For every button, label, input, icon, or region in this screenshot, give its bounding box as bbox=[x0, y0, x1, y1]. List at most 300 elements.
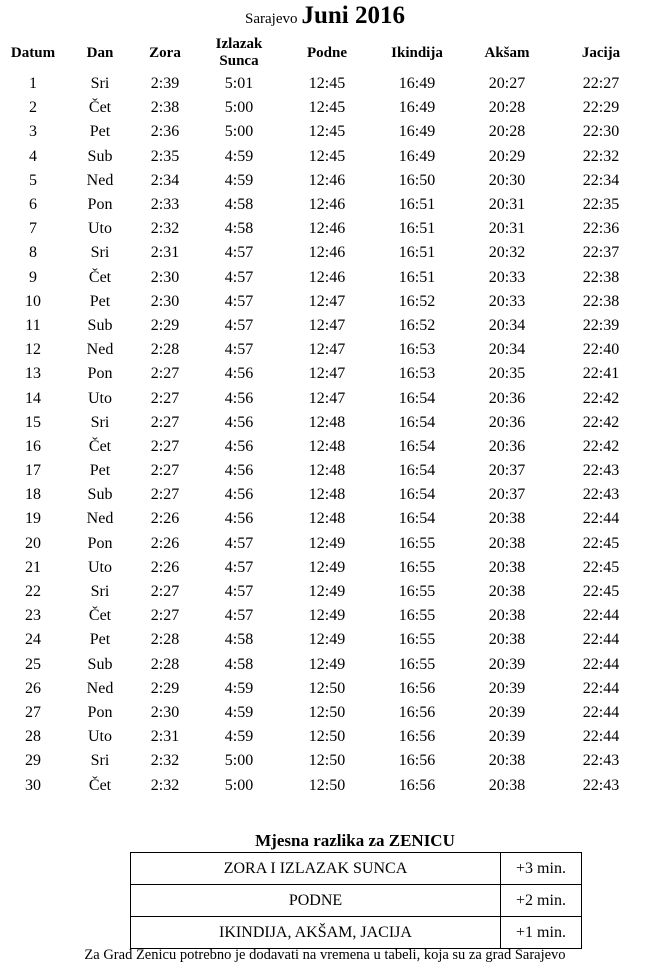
cell-aksam: 20:39 bbox=[488, 655, 526, 673]
cell-ikindija: 16:56 bbox=[398, 728, 436, 746]
cell-izlazak: 4:57 bbox=[224, 558, 254, 576]
cell-aksam: 20:39 bbox=[488, 679, 526, 697]
difference-title: Mjesna razlika za ZENICU bbox=[255, 831, 455, 850]
column-header-aksam bbox=[462, 34, 552, 72]
cell-jacija: 22:41 bbox=[582, 365, 620, 383]
cell-izlazak: 4:57 bbox=[224, 244, 254, 262]
table-row bbox=[0, 145, 650, 169]
table-row bbox=[0, 193, 650, 217]
cell-ikindija: 16:55 bbox=[398, 583, 436, 601]
prayer-times-table bbox=[0, 34, 650, 798]
cell-aksam: 20:27 bbox=[488, 75, 526, 93]
cell-zora: 2:38 bbox=[150, 99, 180, 117]
cell-aksam: 20:38 bbox=[488, 583, 526, 601]
cell-aksam: 20:35 bbox=[488, 365, 526, 383]
column-header-label: Ikindija bbox=[391, 44, 443, 61]
cell-ikindija: 16:54 bbox=[398, 486, 436, 504]
cell-zora: 2:29 bbox=[150, 316, 180, 334]
table-row bbox=[0, 241, 650, 265]
cell-dan: Pon bbox=[87, 534, 113, 552]
cell-dan: Čet bbox=[88, 776, 112, 794]
column-header-ikindija bbox=[372, 34, 462, 72]
cell-dan: Ned bbox=[86, 510, 114, 528]
cell-jacija: 22:44 bbox=[582, 703, 620, 721]
cell-ikindija: 16:54 bbox=[398, 510, 436, 528]
difference-label: IKINDIJA, AKŠAM, JACIJA bbox=[131, 917, 501, 949]
difference-label: PODNE bbox=[131, 885, 501, 917]
cell-izlazak: 4:58 bbox=[224, 631, 254, 649]
cell-jacija: 22:44 bbox=[582, 728, 620, 746]
table-row bbox=[0, 628, 650, 652]
cell-podne: 12:49 bbox=[308, 558, 346, 576]
cell-jacija: 22:44 bbox=[582, 510, 620, 528]
cell-podne: 12:50 bbox=[308, 752, 346, 770]
difference-value: +1 min. bbox=[501, 917, 582, 949]
cell-jacija: 22:35 bbox=[582, 196, 620, 214]
cell-dan: Uto bbox=[88, 220, 112, 238]
difference-value: +2 min. bbox=[501, 885, 582, 917]
table-row bbox=[0, 169, 650, 193]
cell-podne: 12:45 bbox=[308, 99, 346, 117]
cell-dan: Pet bbox=[89, 631, 111, 649]
cell-aksam: 20:38 bbox=[488, 631, 526, 649]
cell-jacija: 22:36 bbox=[582, 220, 620, 238]
column-header-podne bbox=[282, 34, 372, 72]
cell-izlazak: 5:00 bbox=[224, 776, 254, 794]
column-header-datum bbox=[0, 34, 66, 72]
cell-aksam: 20:38 bbox=[488, 776, 526, 794]
cell-ikindija: 16:51 bbox=[398, 196, 436, 214]
cell-zora: 2:28 bbox=[150, 341, 180, 359]
cell-datum: 21 bbox=[25, 558, 41, 576]
cell-podne: 12:47 bbox=[308, 389, 346, 407]
cell-ikindija: 16:49 bbox=[398, 147, 436, 165]
cell-jacija: 22:34 bbox=[582, 171, 620, 189]
cell-ikindija: 16:56 bbox=[398, 703, 436, 721]
column-header-dan bbox=[66, 34, 134, 72]
cell-izlazak: 4:56 bbox=[224, 437, 254, 455]
city-name: Sarajevo bbox=[245, 11, 298, 27]
difference-label: ZORA I IZLAZAK SUNCA bbox=[131, 853, 501, 885]
cell-dan: Ned bbox=[86, 341, 114, 359]
cell-aksam: 20:34 bbox=[488, 341, 526, 359]
cell-ikindija: 16:53 bbox=[398, 341, 436, 359]
cell-zora: 2:31 bbox=[150, 728, 180, 746]
cell-aksam: 20:29 bbox=[488, 147, 526, 165]
difference-table bbox=[130, 852, 582, 949]
cell-aksam: 20:36 bbox=[488, 413, 526, 431]
column-header-label: Akšam bbox=[484, 44, 530, 61]
table-row bbox=[0, 532, 650, 556]
cell-ikindija: 16:54 bbox=[398, 389, 436, 407]
table-row bbox=[0, 120, 650, 144]
cell-jacija: 22:32 bbox=[582, 147, 620, 165]
cell-dan: Sri bbox=[90, 75, 110, 93]
cell-aksam: 20:38 bbox=[488, 558, 526, 576]
table-row bbox=[0, 266, 650, 290]
cell-izlazak: 4:56 bbox=[224, 389, 254, 407]
column-header-jacija bbox=[552, 34, 650, 72]
cell-dan: Ned bbox=[86, 171, 114, 189]
cell-podne: 12:45 bbox=[308, 147, 346, 165]
cell-dan: Pet bbox=[89, 123, 111, 141]
cell-dan: Uto bbox=[88, 389, 112, 407]
cell-dan: Sub bbox=[87, 316, 113, 334]
cell-aksam: 20:32 bbox=[488, 244, 526, 262]
cell-dan: Sri bbox=[90, 583, 110, 601]
cell-jacija: 22:42 bbox=[582, 437, 620, 455]
cell-izlazak: 5:00 bbox=[224, 752, 254, 770]
cell-datum: 9 bbox=[29, 268, 37, 286]
cell-zora: 2:28 bbox=[150, 631, 180, 649]
cell-ikindija: 16:55 bbox=[398, 558, 436, 576]
column-header-label: Zora bbox=[149, 44, 181, 61]
cell-jacija: 22:37 bbox=[582, 244, 620, 262]
cell-zora: 2:27 bbox=[150, 365, 180, 383]
column-header-label: Podne bbox=[306, 44, 347, 61]
cell-izlazak: 4:56 bbox=[224, 365, 254, 383]
cell-zora: 2:32 bbox=[150, 220, 180, 238]
cell-aksam: 20:37 bbox=[488, 486, 526, 504]
cell-datum: 24 bbox=[25, 631, 41, 649]
cell-zora: 2:34 bbox=[150, 171, 180, 189]
cell-izlazak: 4:58 bbox=[224, 655, 254, 673]
cell-ikindija: 16:54 bbox=[398, 462, 436, 480]
cell-izlazak: 4:59 bbox=[224, 679, 254, 697]
cell-zora: 2:29 bbox=[150, 679, 180, 697]
column-header-izlazak bbox=[196, 34, 282, 72]
cell-podne: 12:49 bbox=[308, 631, 346, 649]
cell-jacija: 22:43 bbox=[582, 486, 620, 504]
cell-zora: 2:35 bbox=[150, 147, 180, 165]
cell-aksam: 20:28 bbox=[488, 123, 526, 141]
table-row bbox=[0, 677, 650, 701]
cell-jacija: 22:40 bbox=[582, 341, 620, 359]
cell-datum: 29 bbox=[25, 752, 41, 770]
table-row bbox=[0, 72, 650, 96]
cell-podne: 12:50 bbox=[308, 776, 346, 794]
cell-datum: 30 bbox=[25, 776, 41, 794]
cell-jacija: 22:42 bbox=[582, 413, 620, 431]
cell-zora: 2:26 bbox=[150, 534, 180, 552]
column-header-label: Izlazak bbox=[215, 36, 263, 52]
cell-datum: 2 bbox=[29, 99, 37, 117]
column-header-zora bbox=[134, 34, 196, 72]
column-header-label-line2: Sunca bbox=[219, 53, 259, 69]
cell-ikindija: 16:55 bbox=[398, 655, 436, 673]
cell-zora: 2:26 bbox=[150, 558, 180, 576]
cell-datum: 4 bbox=[29, 147, 37, 165]
cell-datum: 11 bbox=[25, 316, 41, 334]
cell-jacija: 22:38 bbox=[582, 268, 620, 286]
cell-jacija: 22:27 bbox=[582, 75, 620, 93]
cell-podne: 12:47 bbox=[308, 316, 346, 334]
table-body bbox=[0, 72, 650, 798]
cell-datum: 16 bbox=[25, 437, 41, 455]
month-year: Juni 2016 bbox=[301, 2, 405, 29]
cell-zora: 2:27 bbox=[150, 389, 180, 407]
cell-datum: 19 bbox=[25, 510, 41, 528]
difference-row bbox=[131, 917, 582, 949]
cell-izlazak: 4:57 bbox=[224, 292, 254, 310]
cell-podne: 12:48 bbox=[308, 510, 346, 528]
table-row bbox=[0, 507, 650, 531]
cell-izlazak: 5:00 bbox=[224, 123, 254, 141]
cell-datum: 5 bbox=[29, 171, 37, 189]
cell-izlazak: 5:01 bbox=[224, 75, 254, 93]
cell-ikindija: 16:49 bbox=[398, 75, 436, 93]
cell-dan: Pon bbox=[87, 703, 113, 721]
cell-ikindija: 16:55 bbox=[398, 631, 436, 649]
cell-podne: 12:49 bbox=[308, 607, 346, 625]
table-row bbox=[0, 725, 650, 749]
cell-jacija: 22:43 bbox=[582, 776, 620, 794]
cell-aksam: 20:39 bbox=[488, 703, 526, 721]
table-row bbox=[0, 314, 650, 338]
cell-dan: Čet bbox=[88, 437, 112, 455]
table-row bbox=[0, 483, 650, 507]
table-row bbox=[0, 362, 650, 386]
cell-jacija: 22:30 bbox=[582, 123, 620, 141]
table-row bbox=[0, 459, 650, 483]
table-row bbox=[0, 217, 650, 241]
footnote: Za Grad Zenicu potrebno je dodavati na vremena u tabeli, koja su za grad Sarajevo bbox=[84, 947, 566, 963]
cell-podne: 12:50 bbox=[308, 679, 346, 697]
cell-datum: 14 bbox=[25, 389, 41, 407]
cell-izlazak: 4:59 bbox=[224, 703, 254, 721]
column-header-label: Datum bbox=[10, 44, 56, 61]
cell-zora: 2:27 bbox=[150, 462, 180, 480]
cell-datum: 26 bbox=[25, 679, 41, 697]
cell-ikindija: 16:52 bbox=[398, 292, 436, 310]
cell-izlazak: 4:56 bbox=[224, 510, 254, 528]
cell-dan: Sub bbox=[87, 147, 113, 165]
table-row bbox=[0, 556, 650, 580]
cell-ikindija: 16:49 bbox=[398, 123, 436, 141]
cell-zora: 2:27 bbox=[150, 437, 180, 455]
table-row bbox=[0, 290, 650, 314]
cell-datum: 15 bbox=[25, 413, 41, 431]
cell-aksam: 20:33 bbox=[488, 268, 526, 286]
cell-ikindija: 16:50 bbox=[398, 171, 436, 189]
cell-dan: Sub bbox=[87, 655, 113, 673]
cell-jacija: 22:43 bbox=[582, 752, 620, 770]
cell-datum: 28 bbox=[25, 728, 41, 746]
table-header-row bbox=[0, 34, 650, 72]
cell-dan: Sub bbox=[87, 486, 113, 504]
table-row bbox=[0, 580, 650, 604]
cell-zora: 2:26 bbox=[150, 510, 180, 528]
cell-jacija: 22:44 bbox=[582, 607, 620, 625]
cell-podne: 12:46 bbox=[308, 220, 346, 238]
cell-podne: 12:45 bbox=[308, 75, 346, 93]
table-row bbox=[0, 773, 650, 797]
cell-aksam: 20:36 bbox=[488, 389, 526, 407]
cell-podne: 12:50 bbox=[308, 703, 346, 721]
cell-podne: 12:46 bbox=[308, 171, 346, 189]
cell-dan: Čet bbox=[88, 99, 112, 117]
cell-dan: Uto bbox=[88, 558, 112, 576]
cell-podne: 12:47 bbox=[308, 341, 346, 359]
cell-podne: 12:45 bbox=[308, 123, 346, 141]
cell-datum: 10 bbox=[25, 292, 41, 310]
cell-jacija: 22:38 bbox=[582, 292, 620, 310]
cell-dan: Čet bbox=[88, 607, 112, 625]
cell-aksam: 20:38 bbox=[488, 752, 526, 770]
cell-datum: 25 bbox=[25, 655, 41, 673]
cell-jacija: 22:44 bbox=[582, 679, 620, 697]
cell-jacija: 22:45 bbox=[582, 534, 620, 552]
cell-podne: 12:49 bbox=[308, 583, 346, 601]
cell-datum: 13 bbox=[25, 365, 41, 383]
cell-jacija: 22:43 bbox=[582, 462, 620, 480]
cell-jacija: 22:45 bbox=[582, 583, 620, 601]
cell-jacija: 22:42 bbox=[582, 389, 620, 407]
cell-datum: 18 bbox=[25, 486, 41, 504]
cell-ikindija: 16:55 bbox=[398, 534, 436, 552]
cell-izlazak: 4:59 bbox=[224, 171, 254, 189]
cell-podne: 12:47 bbox=[308, 365, 346, 383]
cell-zora: 2:30 bbox=[150, 268, 180, 286]
cell-dan: Pet bbox=[89, 462, 111, 480]
cell-podne: 12:47 bbox=[308, 292, 346, 310]
cell-zora: 2:27 bbox=[150, 413, 180, 431]
cell-podne: 12:49 bbox=[308, 534, 346, 552]
cell-jacija: 22:29 bbox=[582, 99, 620, 117]
cell-zora: 2:30 bbox=[150, 703, 180, 721]
cell-zora: 2:33 bbox=[150, 196, 180, 214]
cell-ikindija: 16:56 bbox=[398, 776, 436, 794]
cell-datum: 22 bbox=[25, 583, 41, 601]
cell-datum: 7 bbox=[29, 220, 37, 238]
cell-aksam: 20:36 bbox=[488, 437, 526, 455]
cell-aksam: 20:33 bbox=[488, 292, 526, 310]
cell-datum: 27 bbox=[25, 703, 41, 721]
cell-aksam: 20:38 bbox=[488, 607, 526, 625]
cell-zora: 2:36 bbox=[150, 123, 180, 141]
cell-zora: 2:27 bbox=[150, 583, 180, 601]
cell-aksam: 20:30 bbox=[488, 171, 526, 189]
table-row bbox=[0, 435, 650, 459]
cell-izlazak: 4:57 bbox=[224, 316, 254, 334]
cell-zora: 2:39 bbox=[150, 75, 180, 93]
cell-ikindija: 16:55 bbox=[398, 607, 436, 625]
cell-izlazak: 4:59 bbox=[224, 147, 254, 165]
cell-ikindija: 16:49 bbox=[398, 99, 436, 117]
cell-ikindija: 16:51 bbox=[398, 220, 436, 238]
cell-izlazak: 4:57 bbox=[224, 268, 254, 286]
cell-izlazak: 5:00 bbox=[224, 99, 254, 117]
cell-dan: Pon bbox=[87, 365, 113, 383]
cell-podne: 12:50 bbox=[308, 728, 346, 746]
table-row bbox=[0, 96, 650, 120]
difference-row bbox=[131, 885, 582, 917]
table-row bbox=[0, 411, 650, 435]
cell-datum: 8 bbox=[29, 244, 37, 262]
cell-ikindija: 16:54 bbox=[398, 413, 436, 431]
table-row bbox=[0, 338, 650, 362]
cell-ikindija: 16:52 bbox=[398, 316, 436, 334]
cell-jacija: 22:39 bbox=[582, 316, 620, 334]
cell-dan: Pet bbox=[89, 292, 111, 310]
cell-aksam: 20:31 bbox=[488, 196, 526, 214]
cell-izlazak: 4:57 bbox=[224, 583, 254, 601]
cell-podne: 12:48 bbox=[308, 462, 346, 480]
cell-izlazak: 4:57 bbox=[224, 534, 254, 552]
cell-izlazak: 4:57 bbox=[224, 341, 254, 359]
cell-zora: 2:32 bbox=[150, 776, 180, 794]
cell-jacija: 22:45 bbox=[582, 558, 620, 576]
cell-zora: 2:27 bbox=[150, 607, 180, 625]
cell-datum: 6 bbox=[29, 196, 37, 214]
cell-podne: 12:48 bbox=[308, 437, 346, 455]
cell-aksam: 20:38 bbox=[488, 510, 526, 528]
cell-datum: 17 bbox=[25, 462, 41, 480]
cell-zora: 2:31 bbox=[150, 244, 180, 262]
cell-dan: Pon bbox=[87, 196, 113, 214]
cell-zora: 2:30 bbox=[150, 292, 180, 310]
cell-izlazak: 4:56 bbox=[224, 462, 254, 480]
cell-podne: 12:48 bbox=[308, 413, 346, 431]
cell-izlazak: 4:56 bbox=[224, 413, 254, 431]
cell-podne: 12:48 bbox=[308, 486, 346, 504]
cell-izlazak: 4:58 bbox=[224, 196, 254, 214]
cell-aksam: 20:38 bbox=[488, 534, 526, 552]
cell-aksam: 20:28 bbox=[488, 99, 526, 117]
cell-datum: 1 bbox=[29, 75, 37, 93]
difference-value: +3 min. bbox=[501, 853, 582, 885]
cell-zora: 2:28 bbox=[150, 655, 180, 673]
cell-datum: 20 bbox=[25, 534, 41, 552]
cell-podne: 12:46 bbox=[308, 268, 346, 286]
cell-ikindija: 16:56 bbox=[398, 752, 436, 770]
cell-dan: Ned bbox=[86, 679, 114, 697]
cell-izlazak: 4:57 bbox=[224, 607, 254, 625]
cell-datum: 23 bbox=[25, 607, 41, 625]
cell-zora: 2:27 bbox=[150, 486, 180, 504]
cell-izlazak: 4:56 bbox=[224, 486, 254, 504]
cell-dan: Sri bbox=[90, 413, 110, 431]
cell-aksam: 20:37 bbox=[488, 462, 526, 480]
cell-izlazak: 4:59 bbox=[224, 728, 254, 746]
cell-jacija: 22:44 bbox=[582, 655, 620, 673]
cell-datum: 12 bbox=[25, 341, 41, 359]
cell-ikindija: 16:51 bbox=[398, 268, 436, 286]
cell-dan: Sri bbox=[90, 244, 110, 262]
column-header-label: Dan bbox=[86, 44, 114, 61]
cell-podne: 12:46 bbox=[308, 244, 346, 262]
cell-aksam: 20:31 bbox=[488, 220, 526, 238]
table-row bbox=[0, 749, 650, 773]
cell-ikindija: 16:53 bbox=[398, 365, 436, 383]
cell-dan: Sri bbox=[90, 752, 110, 770]
table-row bbox=[0, 653, 650, 677]
cell-datum: 3 bbox=[29, 123, 37, 141]
page-title bbox=[0, 2, 650, 33]
cell-ikindija: 16:56 bbox=[398, 679, 436, 697]
cell-jacija: 22:44 bbox=[582, 631, 620, 649]
cell-ikindija: 16:51 bbox=[398, 244, 436, 262]
cell-izlazak: 4:58 bbox=[224, 220, 254, 238]
column-header-label: Jacija bbox=[581, 44, 621, 61]
table-row bbox=[0, 701, 650, 725]
table-row bbox=[0, 604, 650, 628]
cell-podne: 12:46 bbox=[308, 196, 346, 214]
cell-zora: 2:32 bbox=[150, 752, 180, 770]
difference-row bbox=[131, 853, 582, 885]
cell-dan: Uto bbox=[88, 728, 112, 746]
table-row bbox=[0, 386, 650, 410]
